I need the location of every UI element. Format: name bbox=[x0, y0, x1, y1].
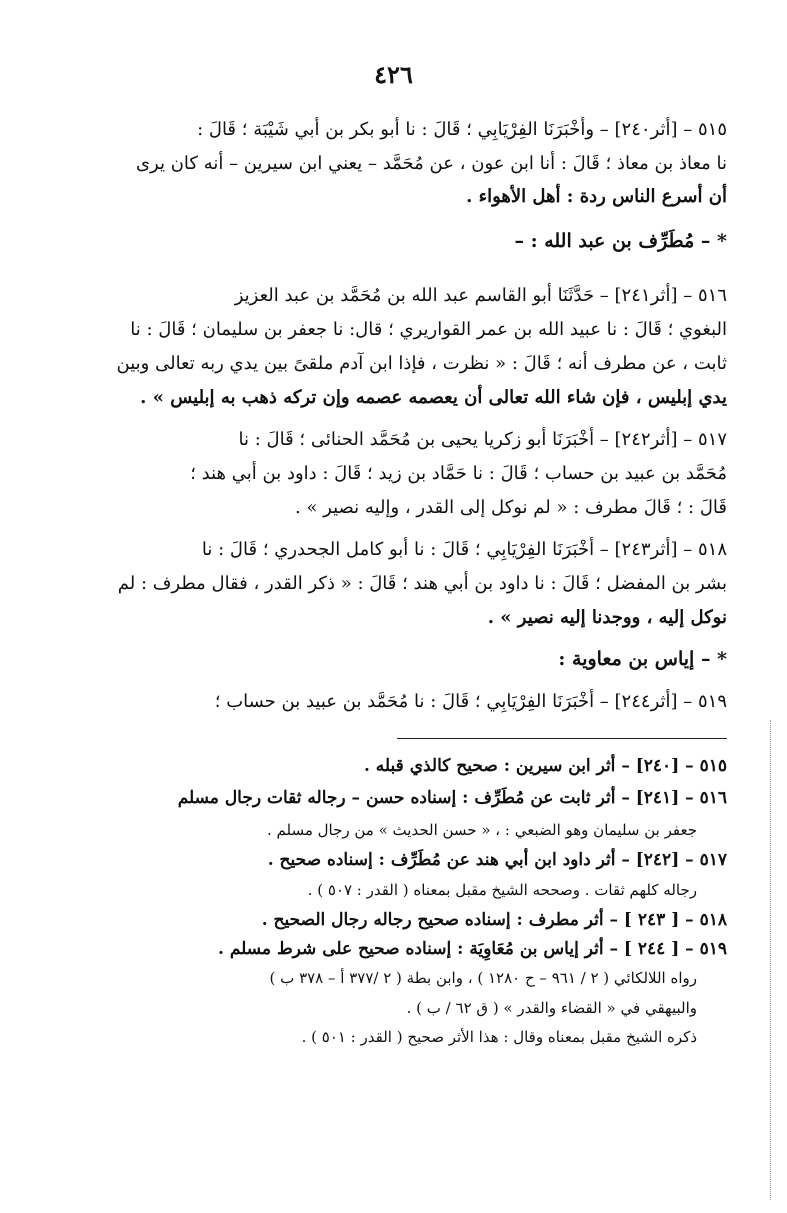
body-line-8: يدي إبليس ، فإن شاء الله تعالى أن يعصمه عصمه وإن تركه ذهب به إبليس » . bbox=[140, 387, 727, 408]
body-line-16: ٥١٩ – [أثر٢٤٤] – أَخْبَرَنَا الفِرْيَابِي ؛ قَالَ : نا مُحَمَّد بن عبيد بن حساب ؛ bbox=[214, 691, 727, 712]
body-line-11: قَالَ : ؛ قَالَ مطرف : « لم نوكل إلى القدر ، وإليه نصير » . bbox=[295, 497, 727, 518]
body-line-3: أن أسرع الناس ردة : أهل الأهواء . bbox=[466, 186, 727, 207]
footnote-5-note-1: رواه اللالكائي ( ٢ / ٩٦١ – ح ١٢٨٠ ) ، وابن بطة ( ٢ /٣٧٧ أ – ٣٧٨ ب ) bbox=[269, 969, 697, 987]
body-line-7: ثابت ، عن مطرف أنه ؛ قَالَ : « نظرت ، فإذا ابن آدم ملقىً بين يدي ربه تعالى وبين bbox=[116, 353, 727, 374]
body-line-6: البغوي ؛ قَالَ : نا عبيد الله بن عمر القواريري ؛ قال: نا جعفر بن سليمان ؛ قَالَ : نا bbox=[130, 319, 727, 340]
footnote-3-note: رجاله كلهم ثقات . وصححه الشيخ مقبل بمعناه ( القدر : ٥٠٧ ) . bbox=[307, 881, 697, 899]
footnote-1: ٥١٥ – [٢٤٠] – أثر ابن سيرين : صحيح كالذي قبله . bbox=[363, 756, 727, 776]
section-heading-iyas: * – إياس بن معاوية : bbox=[558, 648, 727, 670]
footnote-2: ٥١٦ – [٢٤١] – أثر ثابت عن مُطَرِّف : إسناده حسن – رجاله ثقات رجال مسلم bbox=[177, 788, 727, 808]
footnote-5-note-2: والبيهقي في « القضاء والقدر » ( ق ٦٢ / ب ) . bbox=[406, 999, 697, 1017]
page-number: ٤٢٦ bbox=[374, 60, 413, 89]
body-line-5: ٥١٦ – [أثر٢٤١] – حَدَّثَنَا أبو القاسم عبد الله بن مُحَمَّد بن عبد العزيز bbox=[234, 285, 727, 306]
footnote-3: ٥١٧ – [٢٤٢] – أثر داود ابن أبي هند عن مُطَرِّف : إسناده صحيح . bbox=[267, 850, 727, 870]
section-heading-mutarrif: * – مُطَرِّف بن عبد الله : – bbox=[514, 230, 727, 252]
footnote-separator bbox=[397, 738, 727, 739]
body-line-1: ٥١٥ – [أثر٢٤٠] – وأَخْبَرَنَا الفِرْيَابِي ؛ قَالَ : نا أبو بكر بن أبي شَيْبَة ؛ قَالَ : bbox=[197, 119, 727, 140]
scan-edge-line bbox=[770, 720, 772, 1200]
body-line-14: نوكل إليه ، ووجدنا إليه نصير » . bbox=[487, 607, 727, 628]
body-line-12: ٥١٨ – [أثر٢٤٣] – أَخْبَرَنَا الفِرْيَابِي ؛ قَالَ : نا أبو كامل الجحدري ؛ قَالَ : نا bbox=[201, 539, 727, 560]
body-line-2: نا معاذ بن معاذ ؛ قَالَ : أنا ابن عون ، عن مُحَمَّد – يعني ابن سيرين – أنه كان يرى bbox=[135, 153, 727, 174]
footnote-5-note-3: ذكره الشيخ مقبل بمعناه وقال : هذا الأثر صحيح ( القدر : ٥٠١ ) . bbox=[301, 1028, 697, 1046]
footnote-5: ٥١٩ – [ ٢٤٤ ] – أثر إياس بن مُعَاوِيَة : إسناده صحيح على شرط مسلم . bbox=[217, 939, 727, 959]
body-line-10: مُحَمَّد بن عبيد بن حساب ؛ قَالَ : نا حَمَّاد بن زيد ؛ قَالَ : داود بن أبي هند ؛ bbox=[190, 463, 727, 484]
body-line-13: بشر بن المفضل ؛ قَالَ : نا داود بن أبي هند ؛ قَالَ : « ذكر القدر ، فقال مطرف : لم bbox=[117, 573, 727, 594]
body-line-9: ٥١٧ – [أثر٢٤٢] – أَخْبَرَنَا أبو زكريا يحيى بن مُحَمَّد الحنائى ؛ قَالَ : نا bbox=[238, 429, 727, 450]
footnote-4: ٥١٨ – [ ٢٤٣ ] – أثر مطرف : إسناده صحيح رجاله رجال الصحيح . bbox=[261, 910, 727, 930]
footnote-2-note: جعفر بن سليمان وهو الضبعي : ، « حسن الحديث » من رجال مسلم . bbox=[266, 821, 697, 839]
